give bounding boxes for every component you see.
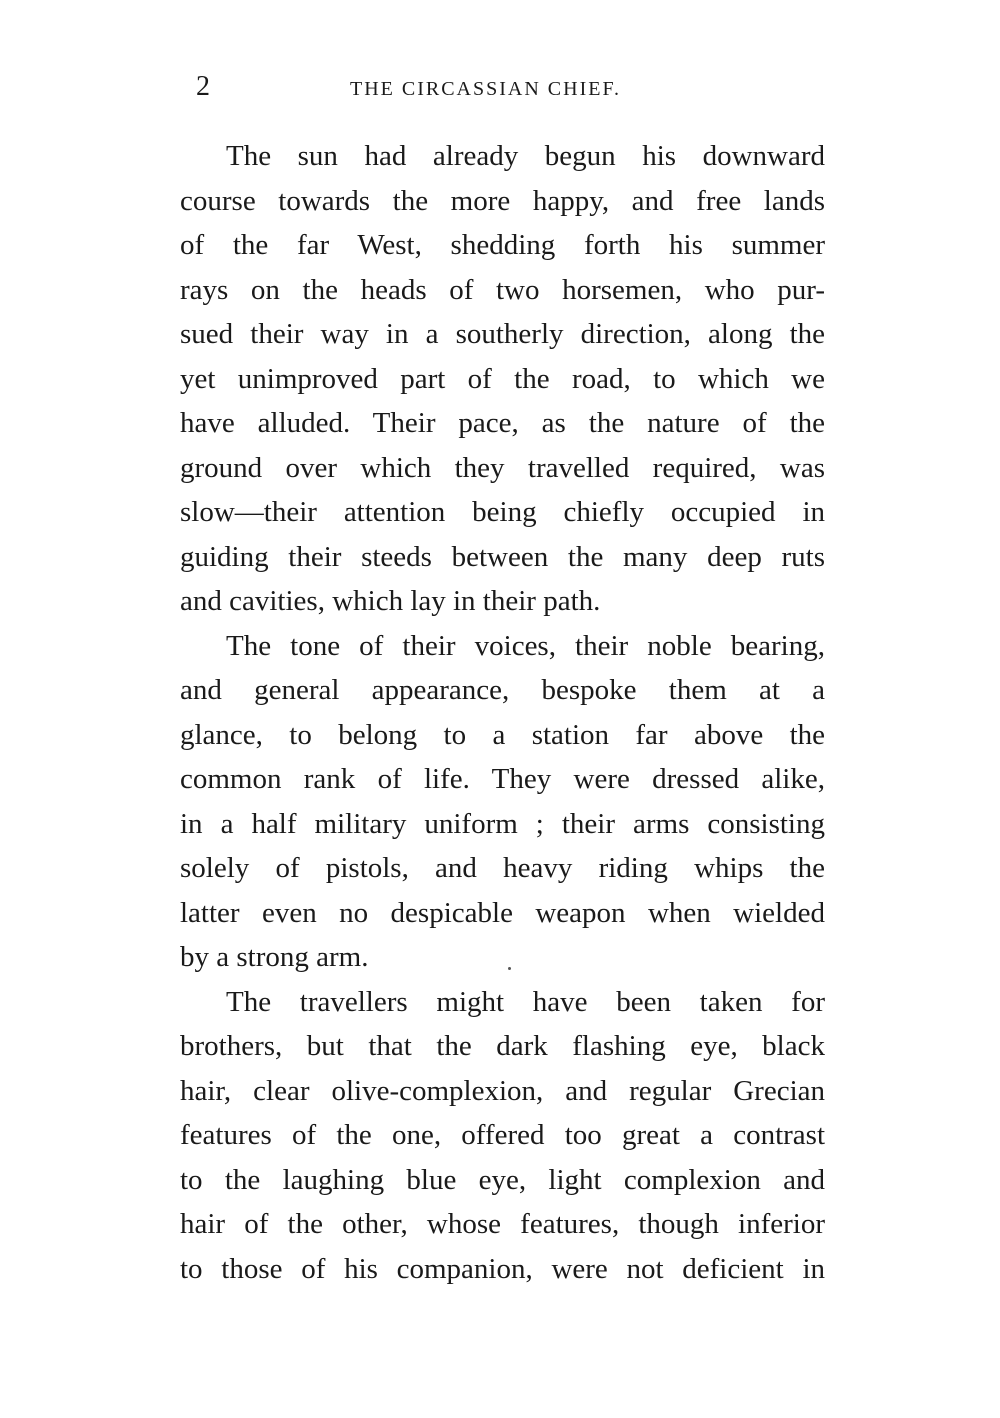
text-line: brothers, but that the dark flashing eye, black — [180, 1030, 825, 1062]
text-line: features of the one, offered too great a contrast — [180, 1119, 825, 1151]
text-line: rays on the heads of two horsemen, who pur- — [180, 273, 825, 306]
body-text — [180, 134, 825, 1291]
text-line: in a half military uniform ; their arms consisting — [180, 807, 825, 840]
text-line: ground over which they travelled required, was — [180, 451, 825, 484]
text-line: common rank of life. They were dressed alike, — [180, 763, 825, 795]
text-line: The sun had already begun his downward — [226, 140, 825, 172]
paragraph-1 — [180, 134, 825, 624]
print-speck — [508, 967, 511, 970]
text-line: course towards the more happy, and free lands — [180, 184, 825, 217]
text-line: to the laughing blue eye, light complexion and — [180, 1163, 825, 1196]
text-line: to those of his companion, were not deficient in — [180, 1252, 825, 1285]
text-line: yet unimproved part of the road, to which we — [180, 362, 825, 395]
text-line: sued their way in a southerly direction, along the — [180, 318, 825, 350]
paragraph-2 — [180, 624, 825, 980]
running-head — [190, 70, 830, 104]
text-line: and cavities, which lay in their path. — [180, 585, 601, 617]
text-line: glance, to belong to a station far above the — [180, 718, 825, 751]
text-line: slow—their attention being chiefly occupied in — [180, 496, 825, 528]
text-line: have alluded. Their pace, as the nature of the — [180, 407, 825, 439]
text-line: latter even no despicable weapon when wielded — [180, 896, 825, 929]
text-line: The travellers might have been taken for — [226, 985, 825, 1018]
running-title: THE CIRCASSIAN CHIEF. — [350, 78, 621, 100]
text-line: hair, clear olive-complexion, and regular Grecian — [180, 1074, 825, 1107]
text-line: hair of the other, whose features, though inferior — [180, 1208, 825, 1240]
text-line: solely of pistols, and heavy riding whips the — [180, 852, 825, 884]
text-line: and general appearance, bespoke them at a — [180, 674, 825, 706]
text-line: guiding their steeds between the many deep ruts — [180, 540, 825, 573]
page-number: 2 — [196, 71, 210, 102]
text-line: The tone of their voices, their noble bearing, — [226, 629, 825, 662]
text-line: of the far West, shedding forth his summer — [180, 229, 825, 261]
text-line: by a strong arm. — [180, 941, 369, 973]
paragraph-3 — [180, 980, 825, 1292]
